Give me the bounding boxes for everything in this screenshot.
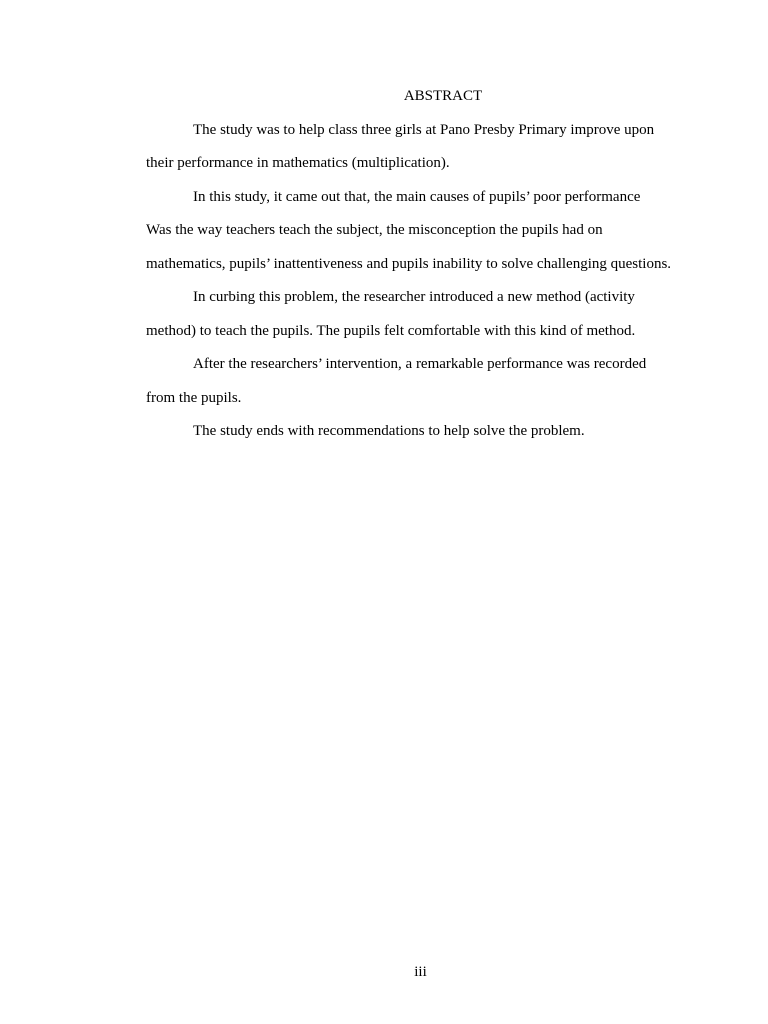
abstract-line-9: from the pupils. xyxy=(146,390,242,406)
abstract-line-6: In curbing this problem, the researcher introduced a new method (activity xyxy=(193,289,635,305)
abstract-line-2: their performance in mathematics (multiplication). xyxy=(146,155,450,171)
abstract-line-8: After the researchers’ intervention, a remarkable performance was recorded xyxy=(193,356,647,372)
abstract-line-7: method) to teach the pupils. The pupils felt comfortable with this kind of method. xyxy=(146,323,636,339)
abstract-line-5: mathematics, pupils’ inattentiveness and pupils inability to solve challenging questions. xyxy=(146,256,672,272)
abstract-line-10: The study ends with recommendations to help solve the problem. xyxy=(193,423,585,439)
abstract-line-1: The study was to help class three girls at Pano Presby Primary improve upon xyxy=(193,122,655,138)
abstract-line-3: In this study, it came out that, the main causes of pupils’ poor performance xyxy=(193,189,641,205)
abstract-line-4: Was the way teachers teach the subject, the misconception the pupils had on xyxy=(146,222,603,238)
abstract-heading: ABSTRACT xyxy=(403,88,483,104)
page-number: iii xyxy=(414,964,427,980)
